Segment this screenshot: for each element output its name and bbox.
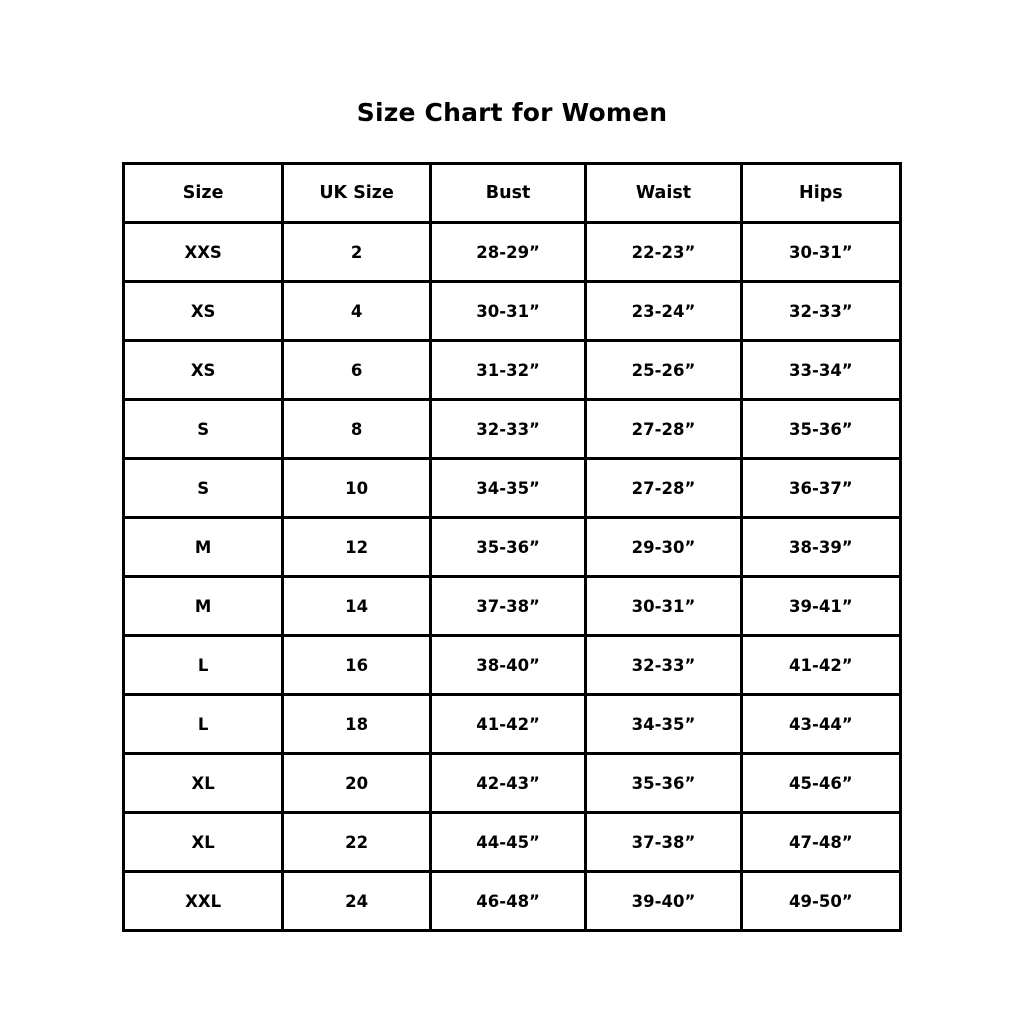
cell-hips: 33-34” (741, 341, 900, 400)
table-header (124, 164, 901, 223)
table-row (124, 872, 901, 931)
table-row (124, 636, 901, 695)
table-row (124, 695, 901, 754)
cell-hips: 45-46” (741, 754, 900, 813)
cell-waist: 35-36” (586, 754, 741, 813)
cell-size: S (124, 459, 283, 518)
cell-size: XL (124, 754, 283, 813)
column-header-hips: Hips (741, 164, 900, 223)
cell-uk-size: 18 (283, 695, 431, 754)
cell-hips: 32-33” (741, 282, 900, 341)
cell-hips: 43-44” (741, 695, 900, 754)
cell-waist: 34-35” (586, 695, 741, 754)
table-row (124, 341, 901, 400)
cell-bust: 32-33” (430, 400, 585, 459)
cell-size: XL (124, 813, 283, 872)
cell-waist: 27-28” (586, 459, 741, 518)
cell-uk-size: 4 (283, 282, 431, 341)
cell-size: M (124, 577, 283, 636)
cell-size: L (124, 636, 283, 695)
size-table (122, 162, 902, 932)
table-row (124, 459, 901, 518)
table-row (124, 577, 901, 636)
cell-waist: 23-24” (586, 282, 741, 341)
cell-hips: 41-42” (741, 636, 900, 695)
cell-waist: 39-40” (586, 872, 741, 931)
table-row (124, 223, 901, 282)
cell-waist: 22-23” (586, 223, 741, 282)
cell-uk-size: 6 (283, 341, 431, 400)
cell-bust: 35-36” (430, 518, 585, 577)
cell-size: L (124, 695, 283, 754)
cell-uk-size: 10 (283, 459, 431, 518)
cell-bust: 44-45” (430, 813, 585, 872)
table-row (124, 282, 901, 341)
cell-uk-size: 14 (283, 577, 431, 636)
cell-hips: 30-31” (741, 223, 900, 282)
cell-waist: 29-30” (586, 518, 741, 577)
cell-waist: 25-26” (586, 341, 741, 400)
cell-hips: 35-36” (741, 400, 900, 459)
cell-size: XXS (124, 223, 283, 282)
cell-size: XS (124, 341, 283, 400)
cell-uk-size: 20 (283, 754, 431, 813)
cell-bust: 46-48” (430, 872, 585, 931)
column-header-uk-size: UK Size (283, 164, 431, 223)
cell-bust: 30-31” (430, 282, 585, 341)
cell-hips: 38-39” (741, 518, 900, 577)
cell-bust: 41-42” (430, 695, 585, 754)
cell-uk-size: 24 (283, 872, 431, 931)
cell-bust: 28-29” (430, 223, 585, 282)
cell-bust: 34-35” (430, 459, 585, 518)
cell-uk-size: 22 (283, 813, 431, 872)
cell-hips: 47-48” (741, 813, 900, 872)
cell-waist: 27-28” (586, 400, 741, 459)
cell-uk-size: 8 (283, 400, 431, 459)
table-row (124, 813, 901, 872)
column-header-size: Size (124, 164, 283, 223)
cell-size: XS (124, 282, 283, 341)
cell-bust: 31-32” (430, 341, 585, 400)
cell-waist: 32-33” (586, 636, 741, 695)
cell-bust: 42-43” (430, 754, 585, 813)
cell-uk-size: 2 (283, 223, 431, 282)
size-table-container (122, 162, 902, 932)
cell-size: S (124, 400, 283, 459)
cell-uk-size: 12 (283, 518, 431, 577)
cell-bust: 37-38” (430, 577, 585, 636)
cell-waist: 30-31” (586, 577, 741, 636)
table-row (124, 754, 901, 813)
cell-hips: 39-41” (741, 577, 900, 636)
table-body (124, 223, 901, 931)
page-title: Size Chart for Women (356, 98, 668, 127)
cell-waist: 37-38” (586, 813, 741, 872)
cell-size: XXL (124, 872, 283, 931)
cell-hips: 36-37” (741, 459, 900, 518)
cell-hips: 49-50” (741, 872, 900, 931)
table-row (124, 518, 901, 577)
table-header-row (124, 164, 901, 223)
cell-uk-size: 16 (283, 636, 431, 695)
cell-bust: 38-40” (430, 636, 585, 695)
table-row (124, 400, 901, 459)
column-header-bust: Bust (430, 164, 585, 223)
cell-size: M (124, 518, 283, 577)
column-header-waist: Waist (586, 164, 741, 223)
